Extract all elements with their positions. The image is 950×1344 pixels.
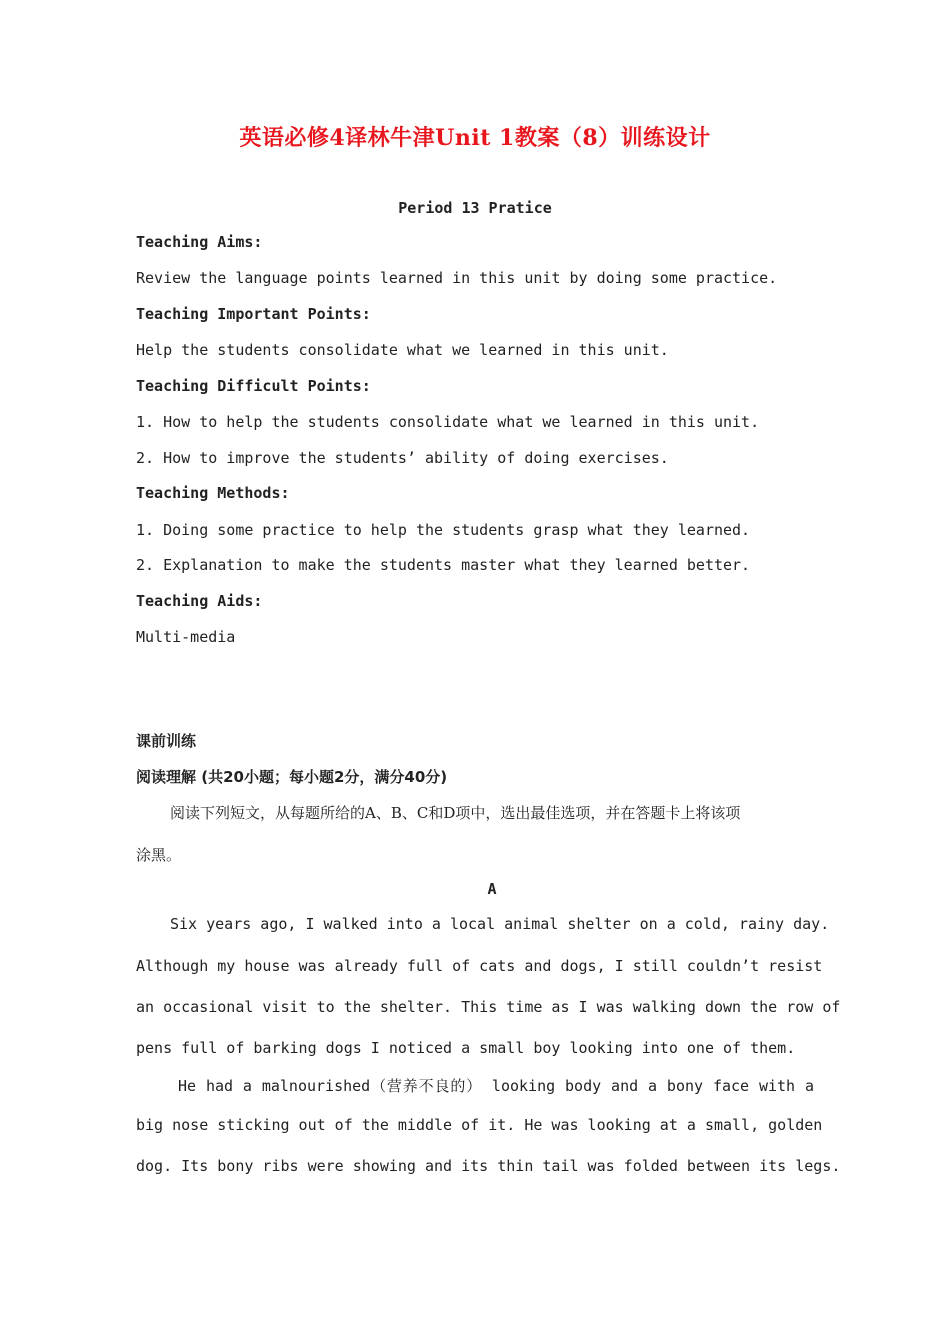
teaching-method-item: 2. Explanation to make the students master what they learned better. <box>136 556 751 574</box>
passage-line-text: Six years ago, I walked into a local animal shelter on a cold, rainy day. <box>170 915 830 933</box>
passage-line <box>136 957 823 975</box>
passage-line <box>170 915 830 933</box>
passage-line <box>136 998 841 1016</box>
instruction-line: 涂黑。 <box>136 846 182 864</box>
teaching-method-item: 1. Doing some practice to help the students grasp what they learned. <box>136 521 751 539</box>
passage-line-text: Although my house was already full of cats and dogs, I still couldn’t resist <box>136 957 823 975</box>
exercise-section-heading: 课前训练 <box>136 732 197 750</box>
difficult-point-item: 2. How to improve the students’ ability of doing exercises. <box>136 449 669 467</box>
passage-line: pens full of barking dogs I noticed a small boy looking into one of them. <box>136 1039 796 1057</box>
important-points-text: Help the students consolidate what we learned in this unit. <box>136 341 669 359</box>
instruction-line: 阅读下列短文，从每题所给的A、B、C和D项中，选出最佳选项，并在答题卡上将该项 <box>170 804 741 822</box>
teaching-aids-heading: Teaching Aids: <box>136 592 263 610</box>
passage-line <box>178 1075 814 1096</box>
teaching-aims-text: Review the language points learned in this unit by doing some practice. <box>136 269 778 287</box>
passage-line-text: an occasional visit to the shelter. This time as I was walking down the row of <box>136 998 841 1016</box>
difficult-points-heading: Teaching Difficult Points: <box>136 377 371 395</box>
passage-label: A <box>487 880 497 898</box>
teaching-methods-heading: Teaching Methods: <box>136 484 290 502</box>
passage-line-text: dog. Its bony ribs were showing and its thin tail was folded between its legs. <box>136 1157 841 1175</box>
period-heading: Period 13 Pratice <box>398 199 552 217</box>
reading-part-heading: 阅读理解 (共20小题；每小题2分，满分40分) <box>136 768 448 786</box>
passage-line-text: He had a malnourished（营养不良的） looking body and a bony face with a <box>178 1077 814 1095</box>
teaching-aims-heading: Teaching Aims: <box>136 233 263 251</box>
teaching-aids-text: Multi-media <box>136 628 236 646</box>
difficult-point-item: 1. How to help the students consolidate what we learned in this unit. <box>136 413 760 431</box>
passage-line <box>136 1116 823 1134</box>
passage-line-text: big nose sticking out of the middle of it. He was looking at a small, golden <box>136 1116 823 1134</box>
important-points-heading: Teaching Important Points: <box>136 305 371 323</box>
passage-line <box>136 1157 841 1175</box>
document-title: 英语必修4译林牛津Unit 1教案（8）训练设计 <box>239 125 711 151</box>
